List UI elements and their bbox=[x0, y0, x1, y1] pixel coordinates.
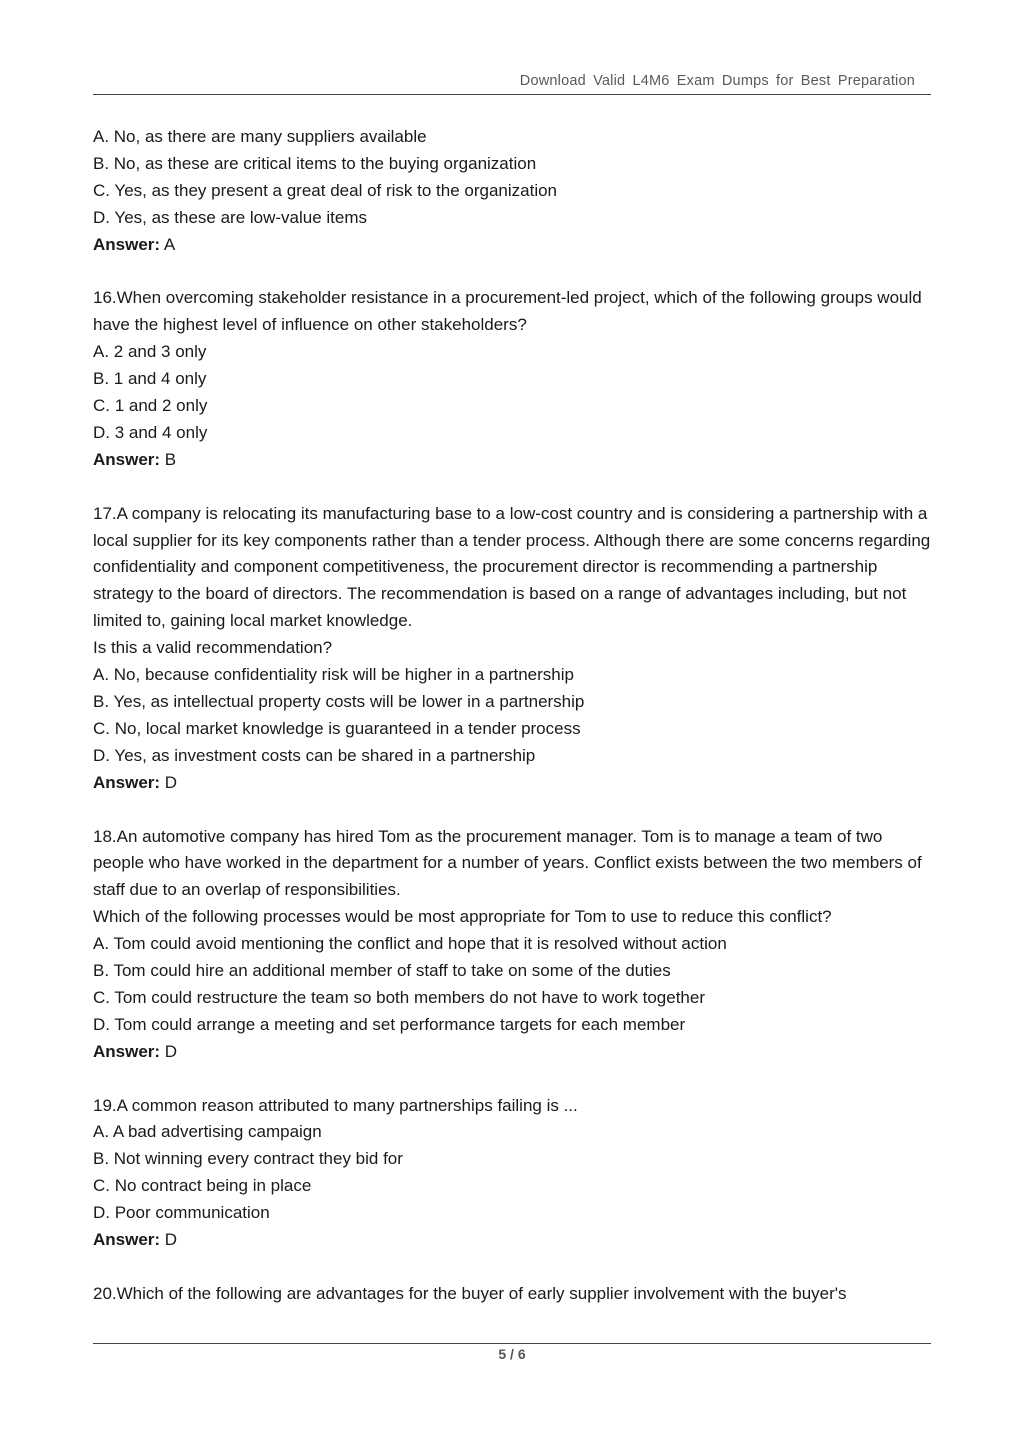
option-a: A. A bad advertising campaign bbox=[93, 1122, 322, 1142]
option-d: D. Poor communication bbox=[93, 1203, 270, 1223]
question-prompt: Which of the following processes would be most appropriate for Tom to use to reduce this conflict? bbox=[93, 907, 832, 927]
question-19 bbox=[93, 1093, 938, 1254]
answer-value: B bbox=[160, 449, 177, 469]
question-stem: 17.A company is relocating its manufacturing base to a low-cost country and is considering a partnership with a local supplier for its key components rather than a tender process. Although there are some concerns regarding confidentiality and component competitiveness, the procurement director is recommending a partnership strategy to the board of directors. The recommendation is based on a range of advantages including, but not limited to, gaining local market knowledge. bbox=[93, 503, 931, 631]
answer-label: Answer: bbox=[93, 772, 161, 792]
option-d: D. Yes, as these are low-value items bbox=[93, 207, 368, 227]
spacer bbox=[93, 1066, 938, 1093]
option-c: C. No, local market knowledge is guaranteed in a tender process bbox=[93, 718, 581, 738]
answer-value: D bbox=[160, 772, 178, 792]
answer-value: D bbox=[160, 1041, 178, 1061]
option-d: D. Tom could arrange a meeting and set performance targets for each member bbox=[93, 1014, 686, 1034]
option-b: B. 1 and 4 only bbox=[93, 369, 207, 389]
answer-line bbox=[93, 1039, 938, 1066]
option-b: B. Tom could hire an additional member of staff to take on some of the duties bbox=[93, 961, 671, 981]
spacer bbox=[93, 259, 938, 286]
question-stem: 16.When overcoming stakeholder resistance in a procurement-led project, which of the following groups would have the highest level of influence on other stakeholders? bbox=[93, 288, 922, 335]
answer-value: A bbox=[160, 234, 176, 254]
header-divider bbox=[93, 94, 931, 95]
question-stem: 19.A common reason attributed to many partnerships failing is ... bbox=[93, 1095, 578, 1115]
option-a: A. Tom could avoid mentioning the conflict and hope that it is resolved without action bbox=[93, 934, 727, 954]
option-a: A. 2 and 3 only bbox=[93, 342, 207, 362]
document-body bbox=[93, 124, 938, 1308]
question-16 bbox=[93, 285, 938, 473]
option-c: C. Tom could restructure the team so both members do not have to work together bbox=[93, 987, 705, 1007]
answer-line bbox=[93, 770, 938, 797]
footer-divider bbox=[93, 1343, 931, 1344]
answer-label: Answer: bbox=[93, 1230, 161, 1250]
question-stem: 18.An automotive company has hired Tom as the procurement manager. Tom is to manage a team of two people who have worked in the department for a number of years. Conflict exists between the two members of staff due to an overlap of responsibilities. bbox=[93, 826, 922, 900]
option-b: B. Not winning every contract they bid for bbox=[93, 1149, 403, 1169]
question-17 bbox=[93, 501, 938, 797]
option-a: A. No, as there are many suppliers available bbox=[93, 127, 427, 146]
page-number: 5 / 6 bbox=[498, 1346, 526, 1362]
spacer bbox=[93, 474, 938, 501]
option-d: D. 3 and 4 only bbox=[93, 422, 208, 442]
answer-line bbox=[93, 447, 938, 474]
option-b: B. Yes, as intellectual property costs will be lower in a partnership bbox=[93, 692, 585, 711]
page-header: Download Valid L4M6 Exam Dumps for Best Preparation bbox=[519, 73, 915, 89]
answer-line bbox=[93, 1227, 938, 1254]
option-b: B. No, as these are critical items to the buying organization bbox=[93, 153, 537, 173]
question-18 bbox=[93, 824, 938, 1066]
option-c: C. Yes, as they present a great deal of risk to the organization bbox=[93, 180, 558, 200]
option-d: D. Yes, as investment costs can be shared in a partnership bbox=[93, 745, 536, 765]
answer-value: D bbox=[160, 1230, 178, 1250]
question-stem: 20.Which of the following are advantages for the buyer of early supplier involvement with the buyer's bbox=[93, 1283, 847, 1303]
answer-label: Answer: bbox=[93, 449, 161, 469]
question-20 bbox=[93, 1281, 938, 1308]
answer-line bbox=[93, 232, 938, 259]
option-c: C. No contract being in place bbox=[93, 1176, 312, 1196]
question-prompt: Is this a valid recommendation? bbox=[93, 638, 333, 658]
spacer bbox=[93, 797, 938, 824]
answer-label: Answer: bbox=[93, 1041, 161, 1061]
spacer bbox=[93, 1254, 938, 1281]
option-a: A. No, because confidentiality risk will be higher in a partnership bbox=[93, 665, 574, 685]
answer-label: Answer: bbox=[93, 234, 161, 254]
option-c: C. 1 and 2 only bbox=[93, 396, 208, 416]
question-15-continued bbox=[93, 124, 938, 259]
